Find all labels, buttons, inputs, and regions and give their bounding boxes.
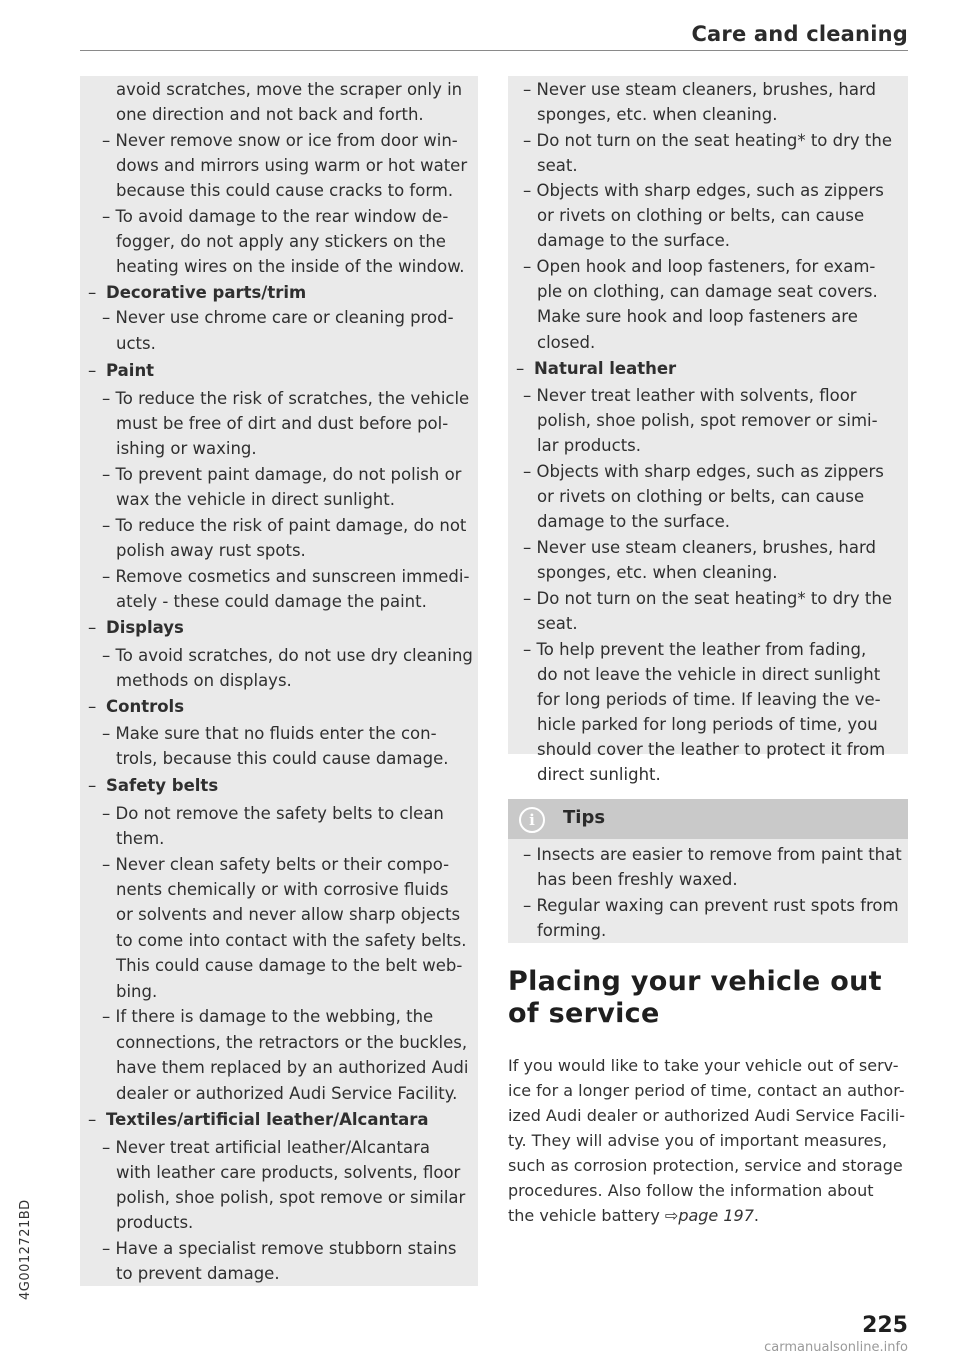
left-line: – To reduce the risk of paint damage, do not [102,516,467,535]
left-line: connections, the retractors or the buckles, [116,1033,468,1052]
left-line: to prevent damage. [116,1264,280,1283]
right-line: seat. [537,156,578,175]
tips-line: – Regular waxing can prevent rust spots from [523,896,899,915]
right-heading-dash: – [516,359,525,378]
left-line: methods on displays. [116,671,292,690]
section-body-line: procedures. Also follow the information about [508,1181,874,1200]
left-line: – Never clean safety belts or their compo- [102,855,450,874]
section-body-line: If you would like to take your vehicle out of serv- [508,1056,899,1075]
tips-line: has been freshly waxed. [537,870,738,889]
page-reference-link[interactable]: page 197 [678,1206,754,1225]
left-line: heating wires on the inside of the window. [116,257,465,276]
right-line: seat. [537,614,578,633]
left-line: ately - these could damage the paint. [116,592,427,611]
left-line: – Remove cosmetics and sunscreen immedi- [102,567,470,586]
right-line: – Never use steam cleaners, brushes, hard [523,538,876,557]
left-line: fogger, do not apply any stickers on the [116,232,446,251]
left-line: ucts. [116,334,156,353]
right-line: lar products. [537,436,642,455]
left-line: because this could cause cracks to form. [116,181,454,200]
left-line: – To avoid scratches, do not use dry cleaning [102,646,473,665]
left-line: or solvents and never allow sharp objects [116,905,461,924]
left-heading-dash: – [88,776,97,795]
section-body-text: the vehicle battery [508,1206,665,1225]
right-line: or rivets on clothing or belts, can cause [537,206,865,225]
right-line: polish, shoe polish, spot remover or simi- [537,411,878,430]
left-line: have them replaced by an authorized Audi [116,1058,469,1077]
right-line: ple on clothing, can damage seat covers. [537,282,878,301]
right-line: hicle parked for long periods of time, you [537,715,878,734]
right-line: sponges, etc. when cleaning. [537,105,778,124]
left-line: – Have a specialist remove stubborn stains [102,1239,457,1258]
left-line: polish, shoe polish, spot remove or similar [116,1188,466,1207]
right-line: – Objects with sharp edges, such as zippers [523,181,884,200]
right-line: closed. [537,333,596,352]
left-line: ishing or waxing. [116,439,257,458]
right-line: should cover the leather to protect it from [537,740,886,759]
info-icon: i [519,807,545,833]
left-line: bing. [116,982,158,1001]
left-line: – Never remove snow or ice from door win- [102,131,458,150]
header-divider [80,50,908,51]
page-header-title: Care and cleaning [691,22,908,46]
left-line: wax the vehicle in direct sunlight. [116,490,395,509]
section-title-line: Placing your vehicle out [508,966,882,997]
right-line: sponges, etc. when cleaning. [537,563,778,582]
left-line: to come into contact with the safety belts. [116,931,467,950]
section-body-period: . [753,1206,759,1225]
left-line: – To avoid damage to the rear window de- [102,207,449,226]
left-heading-dash: – [88,283,97,302]
section-body-line: ty. They will advise you of important measures, [508,1131,887,1150]
right-line: – Objects with sharp edges, such as zippers [523,462,884,481]
right-line: – To help prevent the leather from fading, [523,640,867,659]
left-line: them. [116,829,165,848]
heading-decorative-parts: Decorative parts/trim [106,283,307,302]
heading-natural-leather: Natural leather [534,359,677,378]
heading-safety-belts: Safety belts [106,776,219,795]
tips-line: – Insects are easier to remove from paint that [523,845,902,864]
tips-line: forming. [537,921,607,940]
heading-paint: Paint [106,361,155,380]
left-line: – To reduce the risk of scratches, the vehicle [102,389,470,408]
right-line: – Never use steam cleaners, brushes, hard [523,80,876,99]
left-line: with leather care products, solvents, floor [116,1163,461,1182]
right-line: damage to the surface. [537,512,730,531]
right-line: or rivets on clothing or belts, can cause [537,487,865,506]
right-line: – Never treat leather with solvents, floor [523,386,857,405]
right-line: direct sunlight. [537,765,661,784]
section-body-last-line [508,1203,759,1228]
watermark: carmanualsonline.info [764,1340,908,1355]
left-line: nents chemically or with corrosive fluids [116,880,449,899]
left-line: – Never treat artificial leather/Alcantara [102,1138,430,1157]
left-line: one direction and not back and forth. [116,105,424,124]
section-body-line: ice for a longer period of time, contact an author- [508,1081,905,1100]
page-number: 225 [862,1313,908,1338]
left-line: – Never use chrome care or cleaning prod- [102,308,454,327]
left-heading-dash: – [88,697,97,716]
section-body-line: such as corrosion protection, service and storage [508,1156,903,1175]
heading-controls: Controls [106,697,185,716]
heading-textiles: Textiles/artificial leather/Alcantara [106,1110,429,1129]
left-line: products. [116,1213,194,1232]
left-heading-dash: – [88,361,97,380]
left-line: must be free of dirt and dust before pol- [116,414,449,433]
right-line: – Open hook and loop fasteners, for exam- [523,257,876,276]
left-line: avoid scratches, move the scraper only in [116,80,463,99]
left-line: polish away rust spots. [116,541,306,560]
left-line: dows and mirrors using warm or hot water [116,156,468,175]
left-heading-dash: – [88,618,97,637]
right-line: Make sure hook and loop fasteners are [537,307,858,326]
section-title-line: of service [508,998,660,1029]
left-line: – If there is damage to the webbing, the [102,1007,434,1026]
xref-arrow-icon: ⇨ [664,1206,679,1225]
left-heading-dash: – [88,1110,97,1129]
right-line: do not leave the vehicle in direct sunlight [537,665,881,684]
left-line: This could cause damage to the belt web- [116,956,463,975]
heading-displays: Displays [106,618,184,637]
right-line: – Do not turn on the seat heating* to dry the [523,131,892,150]
left-line: – Make sure that no fluids enter the con- [102,724,437,743]
left-line: – Do not remove the safety belts to clean [102,804,444,823]
right-line: damage to the surface. [537,231,730,250]
section-body-line: ized Audi dealer or authorized Audi Service Facili- [508,1106,906,1125]
left-line: trols, because this could cause damage. [116,749,449,768]
right-line: – Do not turn on the seat heating* to dry the [523,589,892,608]
tips-label: Tips [563,807,606,828]
left-line: dealer or authorized Audi Service Facility. [116,1084,458,1103]
document-code: 4G0012721BD [18,1199,33,1300]
right-line: for long periods of time. If leaving the ve- [537,690,881,709]
left-line: – To prevent paint damage, do not polish or [102,465,462,484]
